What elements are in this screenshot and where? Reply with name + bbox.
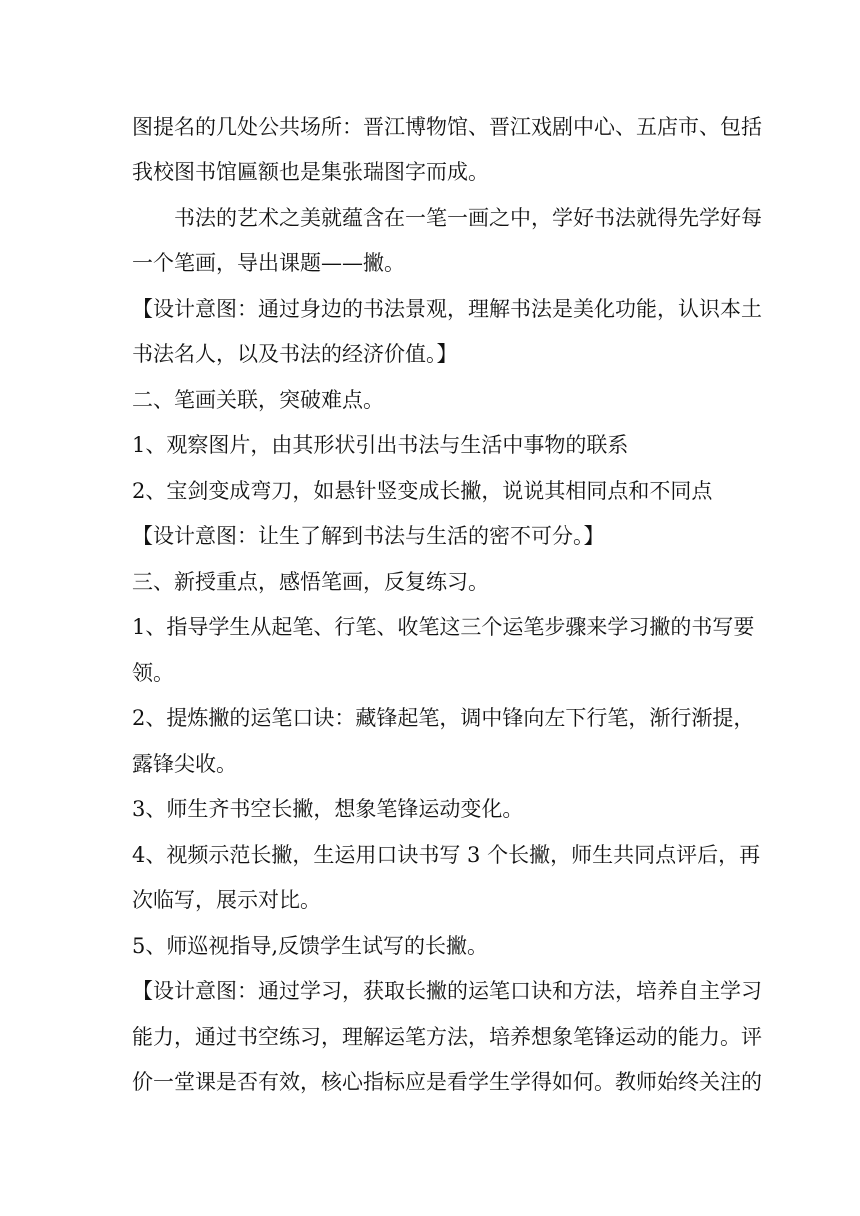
list-item-6: 4、视频示范长撇，生运用口诀书写 3 个长撇，师生共同点评后，再 [132,843,761,867]
section-heading-3: 三、新授重点，感悟笔画，反复练习。 [132,570,489,594]
list-item-1: 1、观察图片，由其形状引出书法与生活中事物的联系 [132,433,629,457]
design-intent-line-5: 能力，通过书空练习，理解运笔方法，培养想象笔锋运动的能力。评 [132,1025,762,1049]
section-heading-2: 二、笔画关联，突破难点。 [132,388,384,412]
list-item-4-continuation: 露锋尖收。 [132,752,237,776]
text-line-4: 一个笔画，导出课题——撇。 [132,251,405,275]
list-item-7: 5、师巡视指导,反馈学生试写的长撇。 [132,934,489,958]
list-item-3: 1、指导学生从起笔、行笔、收笔这三个运笔步骤来学习撇的书写要 [132,615,755,639]
list-item-2: 2、宝剑变成弯刀，如悬针竖变成长撇，说说其相同点和不同点 [132,479,713,503]
design-intent-line-3: 【设计意图：让生了解到书法与生活的密不可分。】 [132,524,605,548]
text-line-2: 我校图书馆匾额也是集张瑞图字而成。 [132,160,489,184]
text-line-3: 书法的艺术之美就蕴含在一笔一画之中，学好书法就得先学好每 [174,206,762,230]
text-line-1: 图提名的几处公共场所：晋江博物馆、晋江戏剧中心、五店市、包括 [132,115,762,139]
design-intent-line-6: 价一堂课是否有效，核心指标应是看学生学得如何。教师始终关注的 [132,1070,762,1094]
list-item-5: 3、师生齐书空长撇，想象笔锋运动变化。 [132,797,524,821]
list-item-4: 2、提炼撇的运笔口诀：藏锋起笔，调中锋向左下行笔，渐行渐提， [132,706,755,730]
design-intent-line-2: 书法名人，以及书法的经济价值。】 [132,342,458,366]
design-intent-line-4: 【设计意图：通过学习，获取长撇的运笔口诀和方法，培养自主学习 [132,979,762,1003]
design-intent-line-1: 【设计意图：通过身边的书法景观，理解书法是美化功能，认识本土 [132,297,762,321]
list-item-6-continuation: 次临写，展示对比。 [132,888,321,912]
list-item-3-continuation: 领。 [132,661,174,685]
